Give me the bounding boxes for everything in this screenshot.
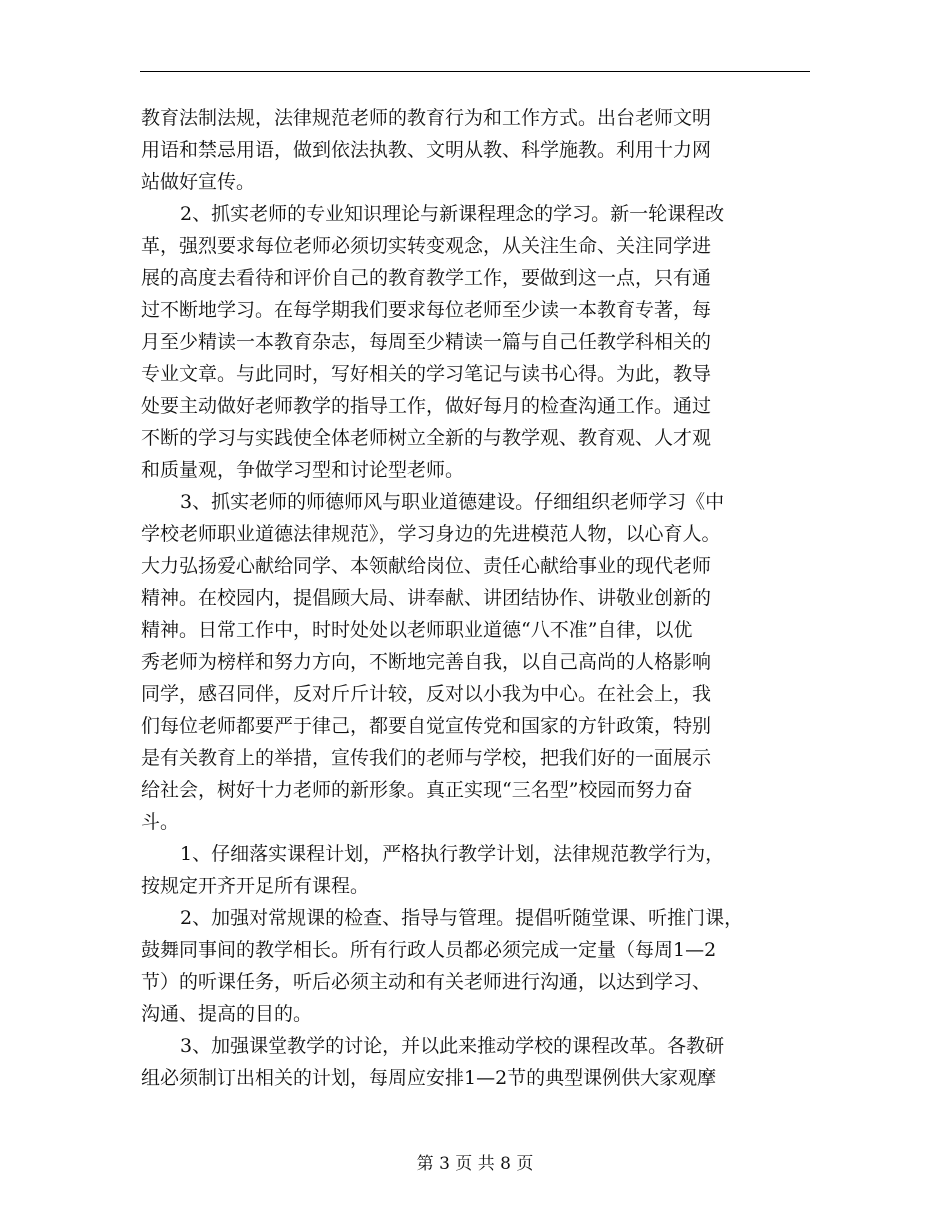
text-line: 过不断地学习。在每学期我们要求每位老师至少读一本教育专著，每 [141, 299, 712, 321]
document-body [141, 102, 811, 1094]
text-line: 2、加强对常规课的检查、指导与管理。提倡听随堂课、听推门课， [180, 907, 744, 929]
text-line: 组必须制订出相关的计划，每周应安排1—2节的典型课例供大家观摩 [141, 1067, 717, 1089]
header-rule [140, 71, 810, 72]
text-line: 们每位老师都要严于律己，都要自觉宣传党和国家的方针政策，特别 [141, 715, 712, 737]
text-line: 革，强烈要求每位老师必须切实转变观念，从关注生命、关注同学进 [141, 235, 712, 257]
text-line: 3、抓实老师的师德师风与职业道德建设。仔细组织老师学习《中 [180, 491, 725, 513]
text-line: 精神。在校园内，提倡顾大局、讲奉献、讲团结协作、讲敬业创新的 [141, 587, 712, 609]
text-line: 精神。日常工作中，时时处处以老师职业道德“八不准”自律，以优 [141, 619, 693, 641]
text-line: 站做好宣传。 [141, 171, 256, 193]
text-line: 大力弘扬爱心献给同学、本领献给岗位、责任心献给事业的现代老师 [141, 555, 712, 577]
text-line: 1、仔细落实课程计划，严格执行教学计划，法律规范教学行为， [180, 843, 725, 865]
text-line: 用语和禁忌用语，做到依法执教、文明从教、科学施教。利用十力网 [141, 139, 712, 161]
text-line: 处要主动做好老师教学的指导工作，做好每月的检查沟通工作。通过 [141, 395, 712, 417]
text-line: 沟通、提高的目的。 [141, 1003, 313, 1025]
text-line: 学校老师职业道德法律规范》，学习身边的先进模范人物，以心育人。 [141, 523, 721, 545]
text-line: 3、加强课堂教学的讨论，并以此来推动学校的课程改革。各教研 [180, 1035, 725, 1057]
text-line: 月至少精读一本教育杂志，每周至少精读一篇与自己任教学科相关的 [141, 331, 712, 353]
text-line: 鼓舞同事间的教学相长。所有行政人员都必须完成一定量（每周1—2 [141, 939, 717, 961]
page-footer: 第 3 页 共 8 页 [416, 1154, 534, 1174]
text-line: 秀老师为榜样和努力方向，不断地完善自我，以自己高尚的人格影响 [141, 651, 712, 673]
text-line: 展的高度去看待和评价自己的教育教学工作，要做到这一点，只有通 [141, 267, 712, 289]
text-line: 不断的学习与实践使全体老师树立全新的与教学观、教育观、人才观 [141, 427, 712, 449]
text-line: 斗。 [141, 811, 180, 833]
text-line: 同学，感召同伴，反对斤斤计较，反对以小我为中心。在社会上，我 [141, 683, 712, 705]
text-line: 按规定开齐开足所有课程。 [141, 875, 370, 897]
text-line: 给社会，树好十力老师的新形象。真正实现“三名型”校园而努力奋 [141, 779, 693, 801]
text-line: 和质量观，争做学习型和讨论型老师。 [141, 459, 465, 481]
text-line: 教育法制法规，法律规范老师的教育行为和工作方式。出台老师文明 [141, 107, 712, 129]
text-line: 专业文章。与此同时，写好相关的学习笔记与读书心得。为此，教导 [141, 363, 712, 385]
text-line: 2、抓实老师的专业知识理论与新课程理念的学习。新一轮课程改 [180, 203, 725, 225]
text-line: 节）的听课任务，听后必须主动和有关老师进行沟通，以达到学习、 [141, 971, 712, 993]
text-line: 是有关教育上的举措，宣传我们的老师与学校，把我们好的一面展示 [141, 747, 712, 769]
